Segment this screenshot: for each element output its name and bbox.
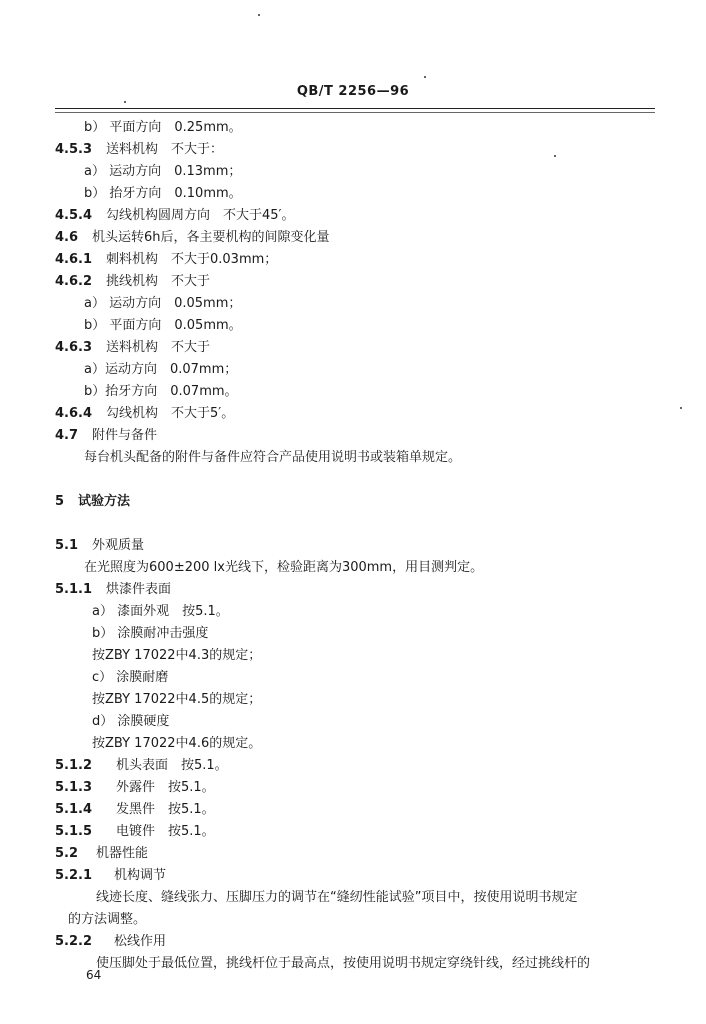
header-rule xyxy=(55,108,655,109)
text-line xyxy=(0,822,706,842)
text-line xyxy=(0,206,706,226)
clause-text: a） 运动方向 0.05mm； xyxy=(84,296,242,311)
text-line xyxy=(0,954,706,974)
clause-text: 烘漆件表面 xyxy=(106,582,172,597)
text-line xyxy=(0,580,706,600)
text-line xyxy=(0,162,706,182)
text-line xyxy=(0,426,706,446)
text-line xyxy=(0,272,706,292)
page-number: 64 xyxy=(86,968,102,982)
clause-text: 机头运转6h后，各主要机构的间隙变化量 xyxy=(92,230,330,245)
clause-text: 刺料机构 不大于0.03mm； xyxy=(106,252,278,267)
clause-text: 挑线机构 不大于 xyxy=(106,274,211,289)
text-line xyxy=(0,624,706,644)
text-line xyxy=(0,734,706,754)
text-line xyxy=(0,338,706,358)
clause-text: a） 运动方向 0.13mm； xyxy=(84,164,242,179)
clause-text: c） 涂膜耐磨 xyxy=(92,670,169,685)
text-line xyxy=(0,668,706,688)
text-line xyxy=(0,470,706,490)
clause-text: b） 涂膜耐冲击强度 xyxy=(92,626,209,641)
clause-number: 5.1.2 xyxy=(55,758,93,773)
scan-speck xyxy=(424,76,426,78)
text-line xyxy=(0,140,706,160)
text-line xyxy=(0,250,706,270)
text-line xyxy=(0,228,706,248)
clause-number: 5.1.1 xyxy=(55,582,93,597)
clause-text: 每台机头配备的附件与备件应符合产品使用说明书或装箱单规定。 xyxy=(84,450,462,465)
page-header: QB/T 2256—96 xyxy=(296,84,410,99)
text-line xyxy=(0,514,706,534)
clause-text: 机器性能 xyxy=(96,846,149,861)
text-line xyxy=(0,690,706,710)
clause-number: 4.6.4 xyxy=(55,406,93,421)
text-line xyxy=(0,932,706,952)
clause-number: 4.5.3 xyxy=(55,142,93,157)
clause-number: 4.7 xyxy=(55,428,79,443)
clause-text: 外观质量 xyxy=(92,538,145,553)
clause-number: 5 xyxy=(55,494,65,509)
section-heading xyxy=(0,492,706,512)
text-line xyxy=(0,888,706,908)
scan-speck xyxy=(680,407,682,409)
text-line xyxy=(0,800,706,820)
clause-text: 电镀件 按5.1。 xyxy=(116,824,215,839)
clause-number: 4.6.3 xyxy=(55,340,93,355)
clause-number: 4.6.1 xyxy=(55,252,93,267)
clause-number: 4.5.4 xyxy=(55,208,93,223)
header-rule-thin xyxy=(55,112,655,113)
text-line xyxy=(0,404,706,424)
clause-number: 5.1 xyxy=(55,538,79,553)
clause-text: b）抬牙方向 0.07mm。 xyxy=(84,384,238,399)
text-line xyxy=(0,382,706,402)
clause-number: 5.1.4 xyxy=(55,802,93,817)
clause-text: 勾线机构 不大于5′。 xyxy=(106,406,235,421)
clause-text: 外露件 按5.1。 xyxy=(116,780,215,795)
text-line xyxy=(0,558,706,578)
clause-text: 按ZBY 17022中4.5的规定； xyxy=(92,692,262,707)
text-line xyxy=(0,646,706,666)
clause-text: a）运动方向 0.07mm； xyxy=(84,362,238,377)
scan-speck xyxy=(124,101,126,103)
text-line xyxy=(0,360,706,380)
clause-text: 送料机构 不大于 xyxy=(106,340,211,355)
clause-text: 按ZBY 17022中4.6的规定。 xyxy=(92,736,262,751)
clause-text: 使压脚处于最低位置，挑线杆位于最高点，按使用说明书规定穿绕针线，经过挑线杆的 xyxy=(96,956,591,971)
clause-text: 试验方法 xyxy=(78,494,131,509)
text-line xyxy=(0,184,706,204)
clause-text: 送料机构 不大于： xyxy=(106,142,224,157)
clause-text: b） 平面方向 0.05mm。 xyxy=(84,318,242,333)
text-line xyxy=(0,712,706,732)
text-line xyxy=(0,602,706,622)
clause-text: b） 抬牙方向 0.10mm。 xyxy=(84,186,242,201)
text-line xyxy=(0,910,706,930)
text-line xyxy=(0,778,706,798)
clause-text: 按ZBY 17022中4.3的规定； xyxy=(92,648,262,663)
clause-text: 的方法调整。 xyxy=(68,912,147,927)
clause-text: 线迹长度、缝线张力、压脚压力的调节在“缝纫性能试验”项目中，按使用说明书规定 xyxy=(96,890,578,905)
text-line xyxy=(0,316,706,336)
clause-text: 在光照度为600±200 lx光线下，检验距离为300mm，用目测判定。 xyxy=(84,560,484,575)
clause-number: 5.1.3 xyxy=(55,780,93,795)
clause-text: 机构调节 xyxy=(114,868,167,883)
clause-text: a） 漆面外观 按5.1。 xyxy=(92,604,229,619)
clause-number: 5.1.5 xyxy=(55,824,93,839)
text-line xyxy=(0,756,706,776)
clause-number: 4.6 xyxy=(55,230,79,245)
clause-number: 4.6.2 xyxy=(55,274,93,289)
text-line xyxy=(0,448,706,468)
text-line xyxy=(0,844,706,864)
clause-text: 机头表面 按5.1。 xyxy=(116,758,228,773)
clause-number: 5.2.2 xyxy=(55,934,93,949)
text-line xyxy=(0,294,706,314)
scan-speck xyxy=(554,155,556,157)
clause-number: 5.2.1 xyxy=(55,868,93,883)
text-line xyxy=(0,118,706,138)
clause-number: 5.2 xyxy=(55,846,79,861)
clause-text: 发黑件 按5.1。 xyxy=(116,802,215,817)
scan-speck xyxy=(258,14,260,16)
clause-text: b） 平面方向 0.25mm。 xyxy=(84,120,242,135)
clause-text: 松线作用 xyxy=(114,934,167,949)
text-line xyxy=(0,536,706,556)
text-line xyxy=(0,866,706,886)
clause-text: 勾线机构圆周方向 不大于45′。 xyxy=(106,208,295,223)
clause-text: d） 涂膜硬度 xyxy=(92,714,170,729)
clause-text: 附件与备件 xyxy=(92,428,158,443)
